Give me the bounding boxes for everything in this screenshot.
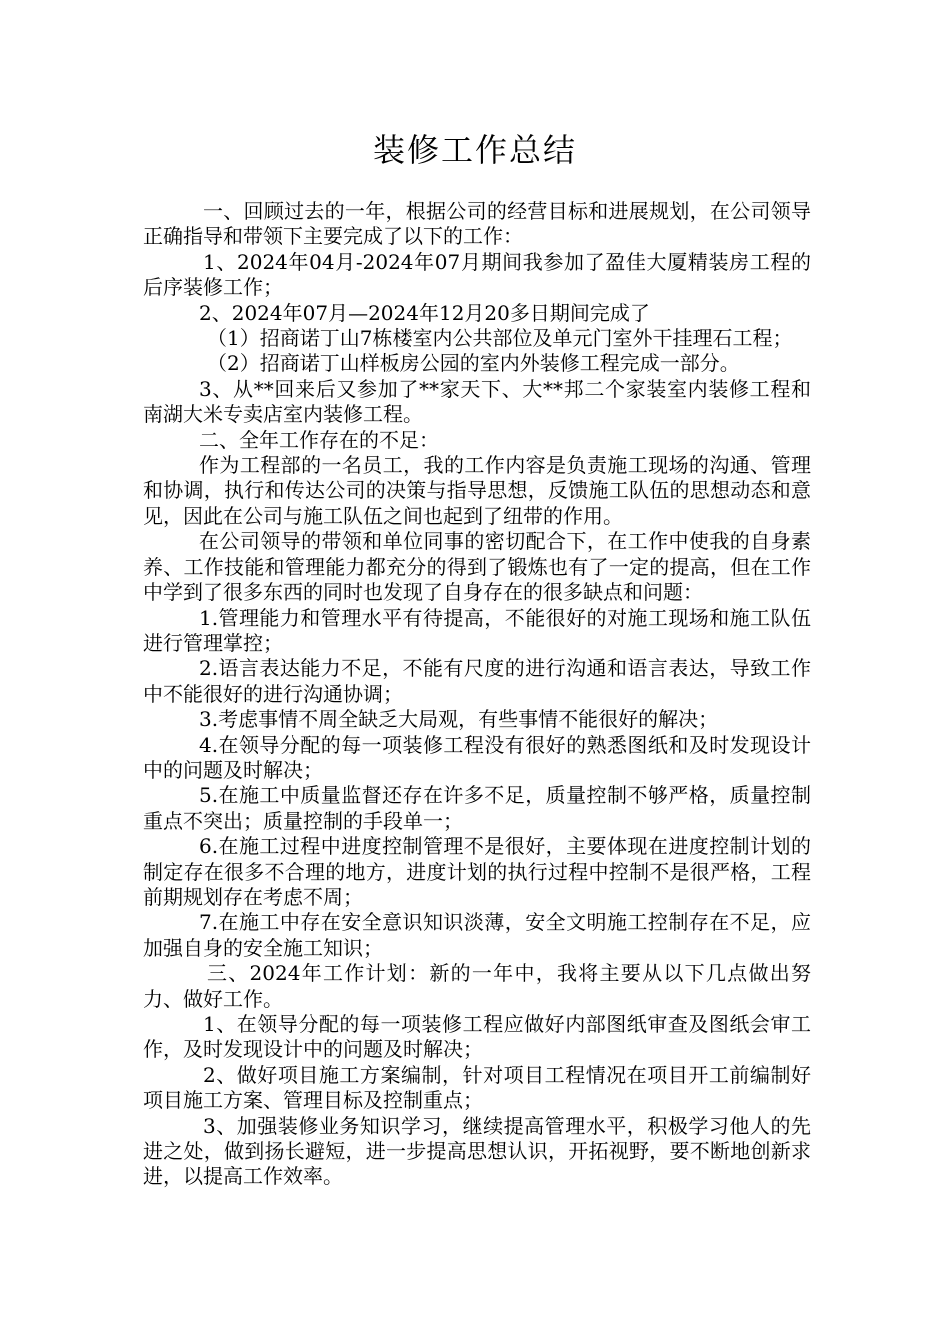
work-item-1: 1、2024年04月-2024年07月期间我参加了盈佳大厦精装房工程的后序装修工作； <box>143 249 811 300</box>
shortcomings-role-paragraph: 作为工程部的一名员工，我的工作内容是负责施工现场的沟通、管理和协调，执行和传达公司的决策与指导思想，反馈施工队伍的思想动态和意见，因此在公司与施工队伍之间也起到了纽带的作用。 <box>143 453 811 528</box>
section-shortcomings-heading: 二、全年工作存在的不足： <box>199 427 439 452</box>
shortcoming-item-5: 5.在施工中质量监督还存在许多不足，质量控制不够严格，质量控制重点不突出；质量控制的手段单一； <box>143 783 811 833</box>
document-body <box>143 199 811 1190</box>
document-title: 装修工作总结 <box>372 131 577 169</box>
work-item-2-sub-2: （2）招商诺丁山样板房公园的室内外装修工程完成一部分。 <box>207 351 740 376</box>
shortcoming-item-2: 2.语言表达能力不足，不能有尺度的进行沟通和语言表达，导致工作中不能很好的进行沟通协调； <box>143 656 811 706</box>
work-item-3: 3、从**回来后又参加了**家天下、大**邦二个家装室内装修工程和南湖大米专卖店室内装修工程。 <box>143 376 811 427</box>
section-review-intro: 一、回顾过去的一年，根据公司的经营目标和进展规划，在公司领导正确指导和带领下主要完成了以下的工作： <box>143 199 811 249</box>
shortcomings-growth-paragraph: 在公司领导的带领和单位同事的密切配合下，在工作中使我的自身素养、工作技能和管理能力都充分的得到了锻炼也有了一定的提高，但在工作中学到了很多东西的同时也发现了自身存在的很多缺点和问题： <box>143 529 811 605</box>
shortcoming-item-1: 1.管理能力和管理水平有待提高，不能很好的对施工现场和施工队伍进行管理掌控； <box>143 605 811 655</box>
plan-item-2: 2、做好项目施工方案编制，针对项目工程情况在项目开工前编制好项目施工方案、管理目标及控制重点； <box>143 1062 811 1113</box>
shortcoming-item-6: 6.在施工过程中进度控制管理不是很好，主要体现在进度控制计划的制定存在很多不合理的地方，进度计划的执行过程中控制不是很严格，工程前期规划存在考虑不周； <box>143 834 811 909</box>
work-item-2: 2、2024年07月—2024年12月20多日期间完成了 <box>199 300 650 325</box>
work-item-2-sub-1: （1）招商诺丁山7栋楼室内公共部位及单元门室外干挂理石工程； <box>207 326 793 351</box>
plan-item-3: 3、加强装修业务知识学习，继续提高管理水平，积极学习他人的先进之处，做到扬长避短，进一步提高思想认识，开拓视野，要不断地创新求进，以提高工作效率。 <box>143 1113 811 1189</box>
shortcoming-item-7: 7.在施工中存在安全意识知识淡薄，安全文明施工控制存在不足，应加强自身的安全施工知识； <box>143 910 811 960</box>
plan-item-1: 1、在领导分配的每一项装修工程应做好内部图纸审查及图纸会审工作，及时发现设计中的问题及时解决； <box>143 1012 811 1062</box>
shortcoming-item-3: 3.考虑事情不周全缺乏大局观，有些事情不能很好的解决； <box>199 707 719 732</box>
shortcoming-item-4: 4.在领导分配的每一项装修工程没有很好的熟悉图纸和及时发现设计中的问题及时解决； <box>143 732 811 782</box>
section-plan-heading: 三、2024年工作计划：新的一年中，我将主要从以下几点做出努力、做好工作。 <box>143 961 811 1011</box>
